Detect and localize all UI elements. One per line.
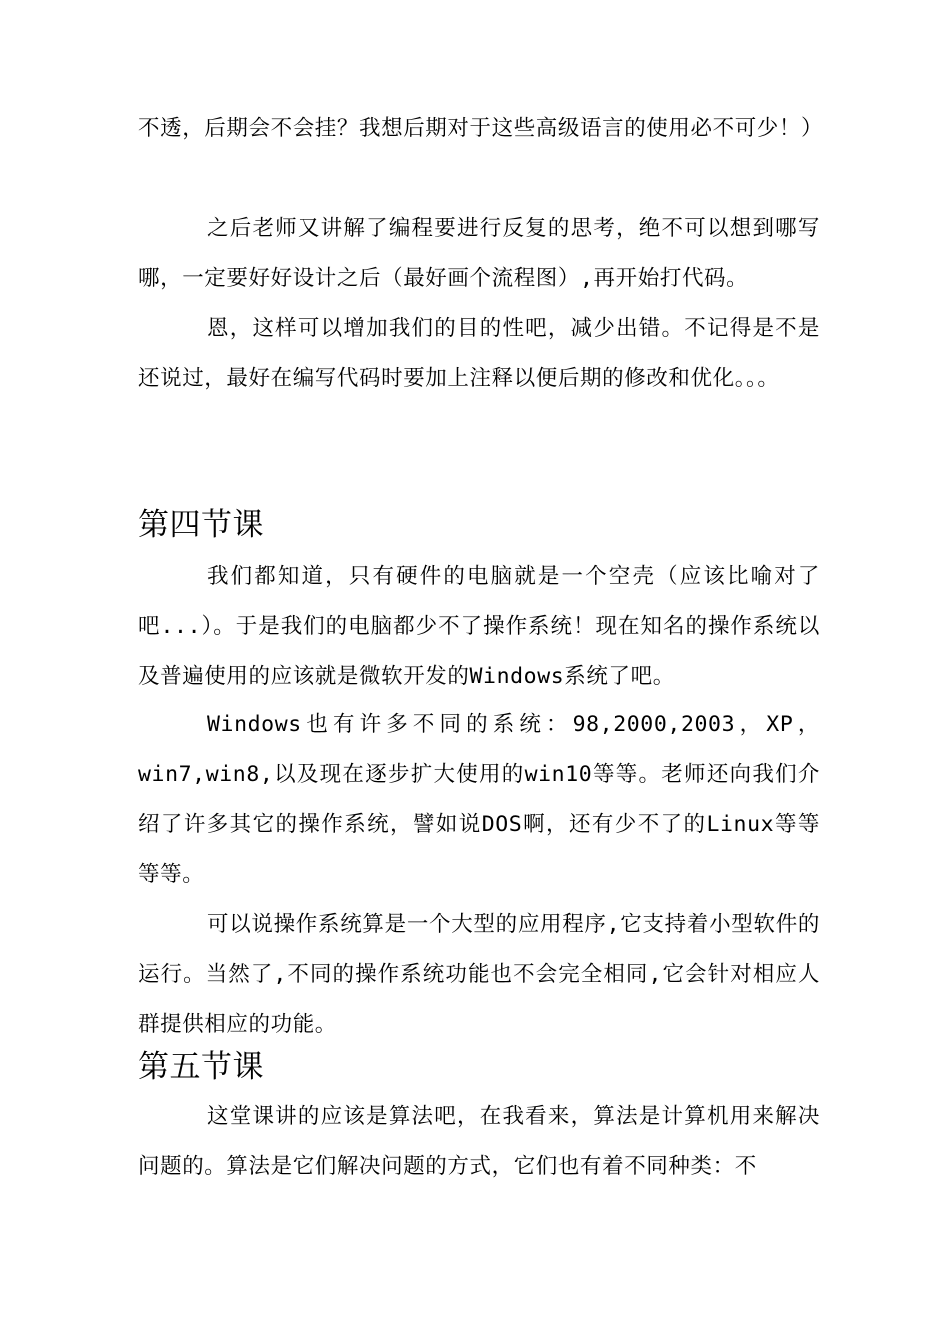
paragraph-os-as-application: 可以说操作系统算是一个大型的应用程序,它支持着小型软件的运行。当然了,不同的操作系统功能也不会完全相同,它会针对相应人群提供相应的功能。 (138, 912, 820, 1037)
paragraph-continuation: 不透，后期会不会挂？我想后期对于这些高级语言的使用必不可少！） (138, 116, 824, 141)
paragraph-operating-system-intro: 我们都知道，只有硬件的电脑就是一个空壳（应该比喻对了吧...）。于是我们的电脑都少不了操作系统！现在知名的操作系统以及普遍使用的应该就是微软开发的Windows系统了吧。 (138, 564, 820, 689)
heading-lesson-five: 第五节课 (138, 1049, 264, 1085)
paragraph-windows-versions: Windows也有许多不同的系统：98,2000,2003，XP，win7,win8,以及现在逐步扩大使用的win10等等。老师还向我们介绍了许多其它的操作系统，譬如说DOS啊，还有少不了的Linux等等等等。 (138, 712, 820, 887)
paragraph-comments-advice: 恩，这样可以增加我们的目的性吧，减少出错。不记得是不是还说过，最好在编写代码时要加上注释以便后期的修改和优化。。。 (138, 316, 820, 391)
heading-lesson-four: 第四节课 (138, 507, 264, 543)
paragraph-programming-design: 之后老师又讲解了编程要进行反复的思考，绝不可以想到哪写哪，一定要好好设计之后（最好画个流程图）,再开始打代码。 (138, 216, 820, 291)
paragraph-algorithms: 这堂课讲的应该是算法吧，在我看来，算法是计算机用来解决问题的。算法是它们解决问题的方式，它们也有着不同种类：不 (138, 1104, 820, 1179)
